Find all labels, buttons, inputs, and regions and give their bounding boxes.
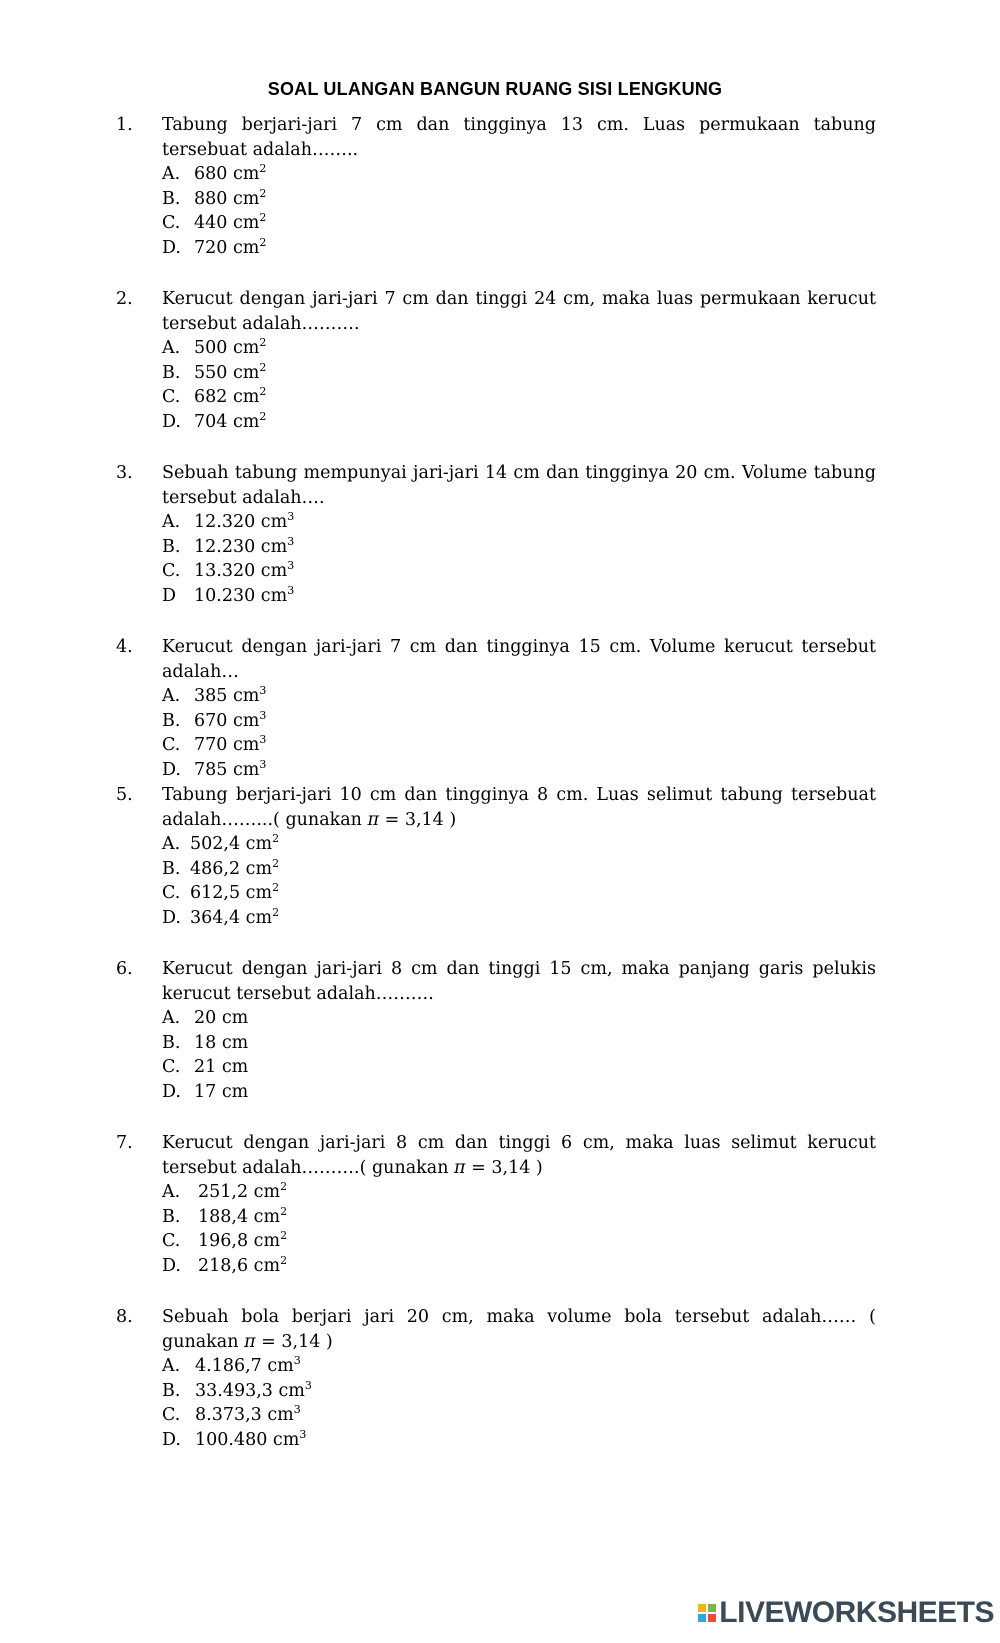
option-letter: C. bbox=[162, 883, 181, 903]
option-exponent: 2 bbox=[280, 1204, 288, 1218]
option-letter: C. bbox=[162, 213, 181, 233]
worksheet-title: SOAL ULANGAN BANGUN RUANG SISI LENGKUNG bbox=[267, 79, 723, 99]
option-letter: B. bbox=[162, 1032, 181, 1053]
logo-grid-icon bbox=[698, 1604, 716, 1622]
question-number: 1. bbox=[116, 115, 133, 135]
option-c[interactable] bbox=[162, 733, 876, 758]
answer-options bbox=[162, 162, 876, 260]
pi-symbol: π bbox=[244, 1331, 256, 1352]
option-letter: D. bbox=[162, 1081, 181, 1102]
option-letter: D. bbox=[162, 759, 181, 780]
question-number: 8. bbox=[116, 1307, 133, 1327]
option-value: 251,2 cm bbox=[198, 1182, 281, 1202]
option-c[interactable] bbox=[162, 1055, 876, 1080]
option-value: 10.230 cm bbox=[194, 585, 288, 606]
answer-options bbox=[162, 1006, 876, 1104]
option-letter: B. bbox=[162, 858, 181, 879]
option-letter: C. bbox=[162, 735, 181, 755]
question-5 bbox=[116, 783, 876, 930]
option-b[interactable] bbox=[162, 361, 876, 386]
option-exponent: 2 bbox=[280, 1253, 288, 1267]
answer-options bbox=[162, 1354, 876, 1452]
option-letter: A. bbox=[162, 834, 181, 854]
question-number: 7. bbox=[116, 1133, 133, 1153]
option-exponent: 3 bbox=[293, 1354, 301, 1367]
option-letter: D. bbox=[162, 1429, 181, 1450]
option-exponent: 2 bbox=[272, 832, 280, 845]
option-exponent: 3 bbox=[287, 583, 295, 597]
option-c[interactable] bbox=[162, 211, 876, 236]
option-d[interactable] bbox=[162, 1428, 876, 1453]
answer-options bbox=[162, 510, 876, 608]
option-value: 682 cm bbox=[194, 387, 260, 407]
option-value: 670 cm bbox=[194, 710, 260, 731]
question-text bbox=[162, 783, 876, 832]
option-a[interactable] bbox=[162, 1354, 876, 1379]
logo-square-green bbox=[708, 1604, 716, 1612]
option-b[interactable] bbox=[162, 1031, 876, 1056]
option-value: 500 cm bbox=[194, 338, 260, 358]
pi-symbol: π bbox=[454, 1157, 466, 1178]
option-letter: C. bbox=[162, 387, 181, 407]
question-7 bbox=[116, 1131, 876, 1278]
option-c[interactable] bbox=[162, 1403, 876, 1428]
option-letter: C. bbox=[162, 1231, 181, 1251]
answer-options bbox=[162, 1180, 876, 1278]
option-exponent: 3 bbox=[293, 1403, 301, 1416]
option-exponent: 2 bbox=[259, 336, 267, 349]
option-exponent: 2 bbox=[259, 211, 267, 224]
option-exponent: 2 bbox=[272, 905, 280, 919]
option-exponent: 2 bbox=[272, 881, 280, 894]
question-number: 6. bbox=[116, 959, 133, 979]
option-letter: B. bbox=[162, 710, 181, 731]
question-number: 2. bbox=[116, 289, 133, 309]
option-exponent: 3 bbox=[287, 534, 295, 548]
option-a[interactable] bbox=[162, 1006, 876, 1031]
question-number: 3. bbox=[116, 463, 133, 483]
option-exponent: 2 bbox=[259, 409, 267, 423]
option-c[interactable] bbox=[162, 385, 876, 410]
option-letter: B. bbox=[162, 1206, 181, 1227]
option-exponent: 3 bbox=[259, 684, 267, 697]
option-letter: C. bbox=[162, 561, 181, 581]
option-exponent: 3 bbox=[287, 559, 295, 572]
option-letter: A. bbox=[162, 512, 181, 532]
option-value: 12.320 cm bbox=[194, 512, 288, 532]
option-d[interactable] bbox=[162, 1080, 876, 1105]
option-exponent: 2 bbox=[259, 385, 267, 398]
option-b[interactable] bbox=[162, 535, 876, 560]
option-letter: A. bbox=[162, 1008, 181, 1028]
option-value: 612,5 cm bbox=[190, 883, 273, 903]
option-c[interactable] bbox=[162, 559, 876, 584]
question-6 bbox=[116, 957, 876, 1104]
option-a[interactable] bbox=[162, 510, 876, 535]
option-exponent: 3 bbox=[287, 510, 295, 523]
question-text-main: Tabung berjari-jari 10 cm dan tingginya 8 cm. Luas selimut tabung tersebuat adalah……...( gunakan bbox=[162, 785, 876, 830]
option-value: 13.320 cm bbox=[194, 561, 288, 581]
option-letter: B. bbox=[162, 536, 181, 557]
logo-square-yellow bbox=[698, 1604, 706, 1612]
question-text-main: Sebuah bola berjari jari 20 cm, maka volume bola tersebut adalah…… ( gunakan bbox=[162, 1307, 876, 1352]
option-letter: D. bbox=[162, 1255, 181, 1276]
option-a[interactable] bbox=[162, 162, 876, 187]
option-value: 785 cm bbox=[194, 759, 260, 780]
option-letter: C. bbox=[162, 1405, 181, 1425]
option-d[interactable] bbox=[162, 758, 876, 783]
option-value: 18 cm bbox=[194, 1032, 249, 1053]
option-value: 385 cm bbox=[194, 686, 260, 706]
option-value: 720 cm bbox=[194, 237, 260, 258]
logo-square-red bbox=[708, 1614, 716, 1622]
option-value: 218,6 cm bbox=[198, 1255, 281, 1276]
question-text: Kerucut dengan jari-jari 7 cm dan tingginya 15 cm. Volume kerucut tersebut adalah… bbox=[162, 637, 876, 682]
option-exponent: 2 bbox=[280, 1180, 288, 1193]
option-c[interactable] bbox=[162, 881, 876, 906]
option-value: 8.373,3 cm bbox=[195, 1405, 294, 1425]
option-value: 33.493,3 cm bbox=[195, 1380, 305, 1401]
answer-options bbox=[162, 684, 876, 782]
option-exponent: 3 bbox=[299, 1427, 307, 1441]
pi-value: = 3,14 ) bbox=[261, 1331, 333, 1352]
option-letter: C. bbox=[162, 1057, 181, 1077]
option-exponent: 2 bbox=[259, 186, 267, 200]
option-letter: A. bbox=[162, 1356, 181, 1376]
logo-text: LIVEWORKSHEETS bbox=[719, 1596, 994, 1629]
option-letter: D. bbox=[162, 411, 181, 432]
option-value: 21 cm bbox=[194, 1057, 249, 1077]
question-number: 4. bbox=[116, 637, 133, 657]
pi-value: = 3,14 ) bbox=[471, 1157, 543, 1178]
option-value: 100.480 cm bbox=[195, 1429, 300, 1450]
question-text bbox=[162, 1131, 876, 1180]
question-2 bbox=[116, 287, 876, 434]
option-letter: B. bbox=[162, 188, 181, 209]
option-letter: D bbox=[162, 585, 177, 606]
option-value: 196,8 cm bbox=[198, 1231, 281, 1251]
option-exponent: 2 bbox=[259, 162, 267, 175]
option-exponent: 3 bbox=[259, 757, 267, 771]
option-letter: B. bbox=[162, 362, 181, 383]
option-value: 770 cm bbox=[194, 735, 260, 755]
question-1 bbox=[116, 113, 876, 260]
option-b[interactable] bbox=[162, 857, 876, 882]
option-b[interactable] bbox=[162, 709, 876, 734]
option-letter: B. bbox=[162, 1380, 181, 1401]
option-d[interactable] bbox=[162, 584, 876, 609]
option-value: 704 cm bbox=[194, 411, 260, 432]
question-text bbox=[162, 1305, 876, 1354]
option-exponent: 3 bbox=[259, 708, 267, 722]
option-value: 550 cm bbox=[194, 362, 260, 383]
option-value: 188,4 cm bbox=[198, 1206, 281, 1227]
question-text: Tabung berjari-jari 7 cm dan tingginya 13 cm. Luas permukaan tabung tersebuat adalah…….. bbox=[162, 115, 876, 160]
option-c[interactable] bbox=[162, 1229, 876, 1254]
option-exponent: 3 bbox=[259, 733, 267, 746]
option-exponent: 3 bbox=[304, 1378, 312, 1392]
option-letter: A. bbox=[162, 686, 181, 706]
question-number: 5. bbox=[116, 785, 133, 805]
option-exponent: 2 bbox=[259, 235, 267, 249]
option-letter: A. bbox=[162, 1182, 181, 1202]
option-value: 680 cm bbox=[194, 164, 260, 184]
option-d[interactable] bbox=[162, 410, 876, 435]
option-exponent: 2 bbox=[280, 1229, 288, 1242]
option-b[interactable] bbox=[162, 1379, 876, 1404]
answer-options bbox=[162, 832, 876, 930]
option-exponent: 2 bbox=[272, 856, 280, 870]
option-d[interactable] bbox=[162, 236, 876, 261]
option-a[interactable] bbox=[162, 1180, 876, 1205]
option-b[interactable] bbox=[162, 1205, 876, 1230]
option-value: 12.230 cm bbox=[194, 536, 288, 557]
question-text: Kerucut dengan jari-jari 8 cm dan tinggi 15 cm, maka panjang garis pelukis kerucut tersebut adalah………. bbox=[162, 959, 876, 1004]
option-letter: D. bbox=[162, 907, 181, 928]
pi-value: = 3,14 ) bbox=[384, 809, 457, 830]
option-value: 4.186,7 cm bbox=[195, 1356, 294, 1376]
answer-options bbox=[162, 336, 876, 434]
option-value: 440 cm bbox=[194, 213, 260, 233]
question-text: Sebuah tabung mempunyai jari-jari 14 cm dan tingginya 20 cm. Volume tabung tersebut adalah…. bbox=[162, 463, 876, 508]
question-3 bbox=[116, 461, 876, 608]
option-a[interactable] bbox=[162, 336, 876, 361]
option-d[interactable] bbox=[162, 1254, 876, 1279]
question-4 bbox=[116, 635, 876, 782]
option-letter: A. bbox=[162, 164, 181, 184]
option-value: 486,2 cm bbox=[190, 858, 273, 879]
option-value: 17 cm bbox=[194, 1081, 249, 1102]
option-exponent: 2 bbox=[259, 360, 267, 374]
liveworksheets-logo[interactable] bbox=[698, 1593, 994, 1633]
question-text-main: Kerucut dengan jari-jari 8 cm dan tinggi 6 cm, maka luas selimut kerucut tersebut adalah……….( gunakan bbox=[162, 1133, 876, 1178]
option-a[interactable] bbox=[162, 832, 876, 857]
option-value: 880 cm bbox=[194, 188, 260, 209]
option-value: 20 cm bbox=[194, 1008, 249, 1028]
option-letter: A. bbox=[162, 338, 181, 358]
option-b[interactable] bbox=[162, 187, 876, 212]
option-value: 502,4 cm bbox=[190, 834, 273, 854]
logo-square-blue bbox=[698, 1614, 706, 1622]
question-8 bbox=[116, 1305, 876, 1452]
option-a[interactable] bbox=[162, 684, 876, 709]
option-d[interactable] bbox=[162, 906, 876, 931]
pi-symbol: π bbox=[367, 809, 380, 830]
option-letter: D. bbox=[162, 237, 181, 258]
question-text: Kerucut dengan jari-jari 7 cm dan tinggi 24 cm, maka luas permukaan kerucut tersebut adalah………. bbox=[162, 289, 876, 334]
option-value: 364,4 cm bbox=[190, 907, 273, 928]
